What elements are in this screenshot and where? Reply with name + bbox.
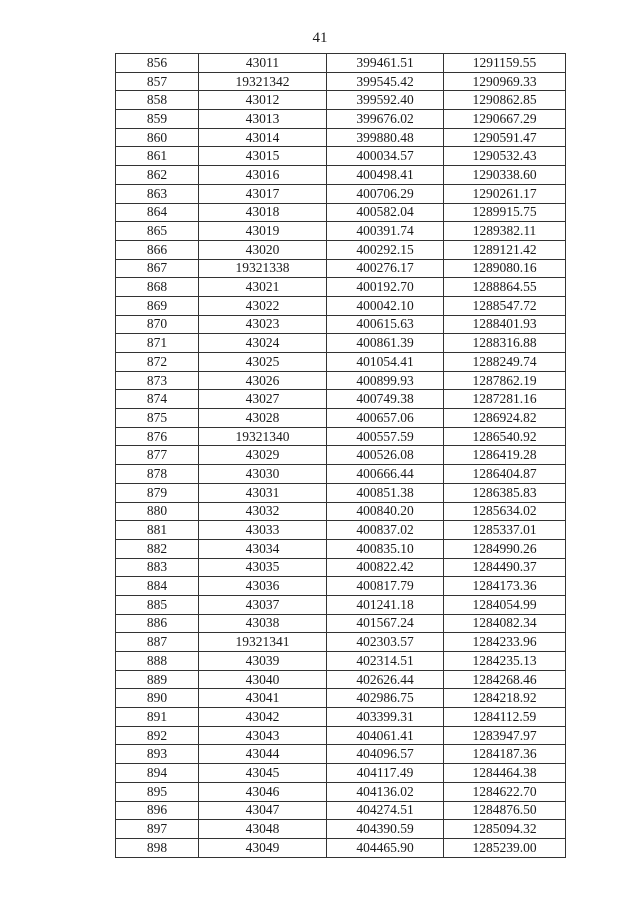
- y-coordinate-cell: 1283947.97: [444, 726, 566, 745]
- point-id-cell: 43037: [199, 595, 327, 614]
- y-coordinate-cell: 1284990.26: [444, 539, 566, 558]
- table-row: [116, 782, 566, 801]
- x-coordinate-cell: 400042.10: [327, 296, 444, 315]
- y-coordinate-cell: 1288547.72: [444, 296, 566, 315]
- y-coordinate-cell: 1284218.92: [444, 689, 566, 708]
- point-id-cell: 43030: [199, 465, 327, 484]
- table-row: [116, 147, 566, 166]
- table-row: [116, 652, 566, 671]
- row-number-cell: 875: [116, 409, 199, 428]
- row-number-cell: 895: [116, 782, 199, 801]
- table-row: [116, 110, 566, 129]
- y-coordinate-cell: 1286419.28: [444, 446, 566, 465]
- y-coordinate-cell: 1286385.83: [444, 483, 566, 502]
- table-row: [116, 502, 566, 521]
- row-number-cell: 876: [116, 427, 199, 446]
- y-coordinate-cell: 1284876.50: [444, 801, 566, 820]
- y-coordinate-cell: 1284173.36: [444, 577, 566, 596]
- x-coordinate-cell: 401567.24: [327, 614, 444, 633]
- x-coordinate-cell: 399880.48: [327, 128, 444, 147]
- y-coordinate-cell: 1289382.11: [444, 222, 566, 241]
- point-id-cell: 43029: [199, 446, 327, 465]
- row-number-cell: 897: [116, 820, 199, 839]
- row-number-cell: 892: [116, 726, 199, 745]
- x-coordinate-cell: 400749.38: [327, 390, 444, 409]
- row-number-cell: 870: [116, 315, 199, 334]
- x-coordinate-cell: 400666.44: [327, 465, 444, 484]
- table-row: [116, 390, 566, 409]
- x-coordinate-cell: 400822.42: [327, 558, 444, 577]
- point-id-cell: 43023: [199, 315, 327, 334]
- table-row: [116, 315, 566, 334]
- y-coordinate-cell: 1290862.85: [444, 91, 566, 110]
- y-coordinate-cell: 1288401.93: [444, 315, 566, 334]
- table-row: [116, 446, 566, 465]
- point-id-cell: 43038: [199, 614, 327, 633]
- table-row: [116, 689, 566, 708]
- point-id-cell: 43036: [199, 577, 327, 596]
- table-row: [116, 801, 566, 820]
- row-number-cell: 882: [116, 539, 199, 558]
- row-number-cell: 898: [116, 838, 199, 857]
- x-coordinate-cell: 404465.90: [327, 838, 444, 857]
- point-id-cell: 43021: [199, 278, 327, 297]
- x-coordinate-cell: 403399.31: [327, 708, 444, 727]
- x-coordinate-cell: 399676.02: [327, 110, 444, 129]
- point-id-cell: 19321342: [199, 72, 327, 91]
- x-coordinate-cell: 400706.29: [327, 184, 444, 203]
- coordinates-table-body: [116, 54, 566, 858]
- x-coordinate-cell: 402314.51: [327, 652, 444, 671]
- row-number-cell: 886: [116, 614, 199, 633]
- table-row: [116, 409, 566, 428]
- table-row: [116, 670, 566, 689]
- row-number-cell: 888: [116, 652, 199, 671]
- y-coordinate-cell: 1286540.92: [444, 427, 566, 446]
- x-coordinate-cell: 400657.06: [327, 409, 444, 428]
- row-number-cell: 894: [116, 764, 199, 783]
- y-coordinate-cell: 1290532.43: [444, 147, 566, 166]
- point-id-cell: 43024: [199, 334, 327, 353]
- y-coordinate-cell: 1291159.55: [444, 54, 566, 73]
- row-number-cell: 889: [116, 670, 199, 689]
- row-number-cell: 879: [116, 483, 199, 502]
- y-coordinate-cell: 1284187.36: [444, 745, 566, 764]
- point-id-cell: 43025: [199, 353, 327, 372]
- y-coordinate-cell: 1285239.00: [444, 838, 566, 857]
- point-id-cell: 43022: [199, 296, 327, 315]
- point-id-cell: 43043: [199, 726, 327, 745]
- x-coordinate-cell: 404136.02: [327, 782, 444, 801]
- y-coordinate-cell: 1284112.59: [444, 708, 566, 727]
- table-row: [116, 539, 566, 558]
- row-number-cell: 871: [116, 334, 199, 353]
- table-row: [116, 595, 566, 614]
- table-row: [116, 726, 566, 745]
- x-coordinate-cell: 400498.41: [327, 166, 444, 185]
- y-coordinate-cell: 1285337.01: [444, 521, 566, 540]
- point-id-cell: 43032: [199, 502, 327, 521]
- x-coordinate-cell: 400851.38: [327, 483, 444, 502]
- x-coordinate-cell: 400391.74: [327, 222, 444, 241]
- x-coordinate-cell: 404117.49: [327, 764, 444, 783]
- y-coordinate-cell: 1285094.32: [444, 820, 566, 839]
- x-coordinate-cell: 402626.44: [327, 670, 444, 689]
- table-row: [116, 745, 566, 764]
- x-coordinate-cell: 404274.51: [327, 801, 444, 820]
- point-id-cell: 43028: [199, 409, 327, 428]
- y-coordinate-cell: 1288316.88: [444, 334, 566, 353]
- row-number-cell: 865: [116, 222, 199, 241]
- table-row: [116, 259, 566, 278]
- x-coordinate-cell: 404061.41: [327, 726, 444, 745]
- point-id-cell: 43031: [199, 483, 327, 502]
- point-id-cell: 43014: [199, 128, 327, 147]
- y-coordinate-cell: 1288864.55: [444, 278, 566, 297]
- table-row: [116, 577, 566, 596]
- point-id-cell: 43020: [199, 240, 327, 259]
- y-coordinate-cell: 1284082.34: [444, 614, 566, 633]
- x-coordinate-cell: 400526.08: [327, 446, 444, 465]
- x-coordinate-cell: 400861.39: [327, 334, 444, 353]
- table-row: [116, 222, 566, 241]
- x-coordinate-cell: 400582.04: [327, 203, 444, 222]
- point-id-cell: 43017: [199, 184, 327, 203]
- point-id-cell: 43016: [199, 166, 327, 185]
- row-number-cell: 874: [116, 390, 199, 409]
- point-id-cell: 43041: [199, 689, 327, 708]
- table-row: [116, 708, 566, 727]
- point-id-cell: 43015: [199, 147, 327, 166]
- point-id-cell: 43013: [199, 110, 327, 129]
- point-id-cell: 43047: [199, 801, 327, 820]
- point-id-cell: 43049: [199, 838, 327, 857]
- x-coordinate-cell: 400276.17: [327, 259, 444, 278]
- row-number-cell: 860: [116, 128, 199, 147]
- table-row: [116, 184, 566, 203]
- table-row: [116, 764, 566, 783]
- table-row: [116, 633, 566, 652]
- point-id-cell: 43045: [199, 764, 327, 783]
- x-coordinate-cell: 402303.57: [327, 633, 444, 652]
- x-coordinate-cell: 400192.70: [327, 278, 444, 297]
- table-row: [116, 838, 566, 857]
- x-coordinate-cell: 399592.40: [327, 91, 444, 110]
- y-coordinate-cell: 1284268.46: [444, 670, 566, 689]
- y-coordinate-cell: 1290261.17: [444, 184, 566, 203]
- x-coordinate-cell: 400899.93: [327, 371, 444, 390]
- row-number-cell: 862: [116, 166, 199, 185]
- y-coordinate-cell: 1290969.33: [444, 72, 566, 91]
- row-number-cell: 867: [116, 259, 199, 278]
- y-coordinate-cell: 1289915.75: [444, 203, 566, 222]
- x-coordinate-cell: 404096.57: [327, 745, 444, 764]
- table-row: [116, 820, 566, 839]
- x-coordinate-cell: 400840.20: [327, 502, 444, 521]
- point-id-cell: 43039: [199, 652, 327, 671]
- point-id-cell: 43048: [199, 820, 327, 839]
- row-number-cell: 863: [116, 184, 199, 203]
- point-id-cell: 19321340: [199, 427, 327, 446]
- y-coordinate-cell: 1285634.02: [444, 502, 566, 521]
- y-coordinate-cell: 1289121.42: [444, 240, 566, 259]
- y-coordinate-cell: 1284235.13: [444, 652, 566, 671]
- table-row: [116, 334, 566, 353]
- point-id-cell: 43033: [199, 521, 327, 540]
- x-coordinate-cell: 400835.10: [327, 539, 444, 558]
- row-number-cell: 873: [116, 371, 199, 390]
- y-coordinate-cell: 1284464.38: [444, 764, 566, 783]
- row-number-cell: 878: [116, 465, 199, 484]
- row-number-cell: 858: [116, 91, 199, 110]
- table-row: [116, 371, 566, 390]
- row-number-cell: 893: [116, 745, 199, 764]
- y-coordinate-cell: 1286924.82: [444, 409, 566, 428]
- table-row: [116, 427, 566, 446]
- x-coordinate-cell: 400837.02: [327, 521, 444, 540]
- x-coordinate-cell: 401054.41: [327, 353, 444, 372]
- y-coordinate-cell: 1287862.19: [444, 371, 566, 390]
- point-id-cell: 43011: [199, 54, 327, 73]
- table-row: [116, 483, 566, 502]
- row-number-cell: 856: [116, 54, 199, 73]
- table-row: [116, 353, 566, 372]
- table-row: [116, 614, 566, 633]
- x-coordinate-cell: 399545.42: [327, 72, 444, 91]
- row-number-cell: 872: [116, 353, 199, 372]
- table-row: [116, 91, 566, 110]
- point-id-cell: 19321338: [199, 259, 327, 278]
- table-row: [116, 203, 566, 222]
- row-number-cell: 861: [116, 147, 199, 166]
- page-number: 41: [312, 30, 328, 46]
- x-coordinate-cell: 400292.15: [327, 240, 444, 259]
- x-coordinate-cell: 402986.75: [327, 689, 444, 708]
- coordinates-table: [115, 53, 566, 858]
- row-number-cell: 868: [116, 278, 199, 297]
- row-number-cell: 859: [116, 110, 199, 129]
- point-id-cell: 43044: [199, 745, 327, 764]
- table-row: [116, 128, 566, 147]
- x-coordinate-cell: 400615.63: [327, 315, 444, 334]
- table-row: [116, 240, 566, 259]
- row-number-cell: 864: [116, 203, 199, 222]
- row-number-cell: 885: [116, 595, 199, 614]
- table-row: [116, 54, 566, 73]
- y-coordinate-cell: 1284490.37: [444, 558, 566, 577]
- y-coordinate-cell: 1290591.47: [444, 128, 566, 147]
- y-coordinate-cell: 1286404.87: [444, 465, 566, 484]
- y-coordinate-cell: 1287281.16: [444, 390, 566, 409]
- row-number-cell: 877: [116, 446, 199, 465]
- point-id-cell: 43042: [199, 708, 327, 727]
- table-row: [116, 521, 566, 540]
- x-coordinate-cell: 400557.59: [327, 427, 444, 446]
- y-coordinate-cell: 1284054.99: [444, 595, 566, 614]
- row-number-cell: 896: [116, 801, 199, 820]
- point-id-cell: 43012: [199, 91, 327, 110]
- point-id-cell: 43019: [199, 222, 327, 241]
- row-number-cell: 883: [116, 558, 199, 577]
- point-id-cell: 19321341: [199, 633, 327, 652]
- row-number-cell: 866: [116, 240, 199, 259]
- row-number-cell: 880: [116, 502, 199, 521]
- row-number-cell: 891: [116, 708, 199, 727]
- point-id-cell: 43040: [199, 670, 327, 689]
- table-row: [116, 465, 566, 484]
- point-id-cell: 43034: [199, 539, 327, 558]
- point-id-cell: 43027: [199, 390, 327, 409]
- y-coordinate-cell: 1288249.74: [444, 353, 566, 372]
- x-coordinate-cell: 400817.79: [327, 577, 444, 596]
- row-number-cell: 890: [116, 689, 199, 708]
- row-number-cell: 857: [116, 72, 199, 91]
- y-coordinate-cell: 1290338.60: [444, 166, 566, 185]
- y-coordinate-cell: 1284233.96: [444, 633, 566, 652]
- x-coordinate-cell: 404390.59: [327, 820, 444, 839]
- point-id-cell: 43026: [199, 371, 327, 390]
- table-row: [116, 72, 566, 91]
- row-number-cell: 884: [116, 577, 199, 596]
- x-coordinate-cell: 399461.51: [327, 54, 444, 73]
- y-coordinate-cell: 1289080.16: [444, 259, 566, 278]
- y-coordinate-cell: 1284622.70: [444, 782, 566, 801]
- y-coordinate-cell: 1290667.29: [444, 110, 566, 129]
- table-row: [116, 296, 566, 315]
- row-number-cell: 869: [116, 296, 199, 315]
- x-coordinate-cell: 401241.18: [327, 595, 444, 614]
- point-id-cell: 43035: [199, 558, 327, 577]
- table-row: [116, 278, 566, 297]
- table-row: [116, 558, 566, 577]
- table-row: [116, 166, 566, 185]
- row-number-cell: 887: [116, 633, 199, 652]
- point-id-cell: 43046: [199, 782, 327, 801]
- x-coordinate-cell: 400034.57: [327, 147, 444, 166]
- row-number-cell: 881: [116, 521, 199, 540]
- point-id-cell: 43018: [199, 203, 327, 222]
